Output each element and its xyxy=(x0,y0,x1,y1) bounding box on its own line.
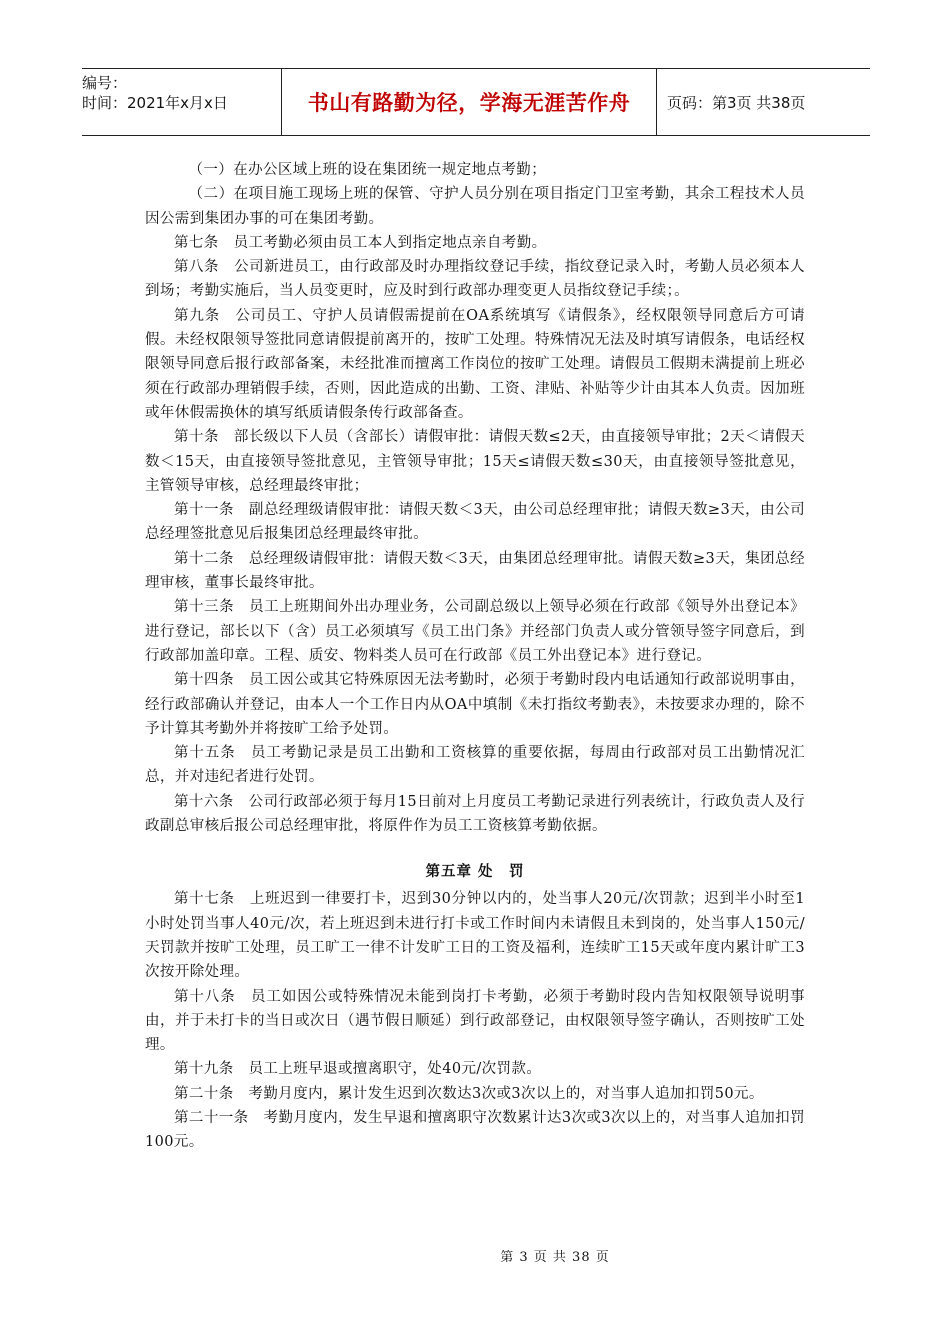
paragraph: 第七条 员工考勤必须由员工本人到指定地点亲自考勤。 xyxy=(174,234,547,251)
header-motto: 书山有路勤为径，学海无涯苦作舟 xyxy=(282,69,657,135)
paragraph: 第十九条 员工上班早退或擅离职守，处40元/次罚款。 xyxy=(174,1061,542,1078)
section-penalties xyxy=(145,887,805,1154)
paragraph: 第十六条 公司行政部必须于每月15日前对上月度员工考勤记录进行列表统计，行政负责人及行政副总审核后报公司总经理审批，将原件作为员工工资核算考勤依据。 xyxy=(145,793,805,835)
paragraph: 第十二条 总经理级请假审批：请假天数＜3天，由集团总经理审批。请假天数≥3天，集团总经理审核，董事长最终审批。 xyxy=(145,550,805,592)
paragraph: 第十四条 员工因公或其它特殊原因无法考勤时，必须于考勤时段内电话通知行政部说明事由，经行政部确认并登记，由本人一个工作日内从OA中填制《未打指纹考勤表》，未按要求办理的，除不予计算其考勤外并将按旷工给予处罚。 xyxy=(145,672,805,737)
page-header xyxy=(82,68,870,136)
paragraph: 第十三条 员工上班期间外出办理业务，公司副总级以上领导必须在行政部《领导外出登记本》进行登记，部长以下（含）员工必须填写《员工出门条》并经部门负责人或分管领导签字同意后，到行政部加盖印章。工程、质安、物料类人员可在行政部《员工外出登记本》进行登记。 xyxy=(145,599,805,664)
paragraph: （二）在项目施工现场上班的保管、守护人员分别在项目指定门卫室考勤，其余工程技术人员因公需到集团办事的可在集团考勤。 xyxy=(145,186,805,227)
paragraph: 第九条 公司员工、守护人员请假需提前在OA系统填写《请假条》，经权限领导同意后方可请假。未经权限领导签批同意请假提前离开的，按旷工处理。特殊情况无法及时填写请假条，电话经权限领导同意后报行政部备案，未经批准而擅离工作岗位的按旷工处理。请假员工假期未满提前上班必须在行政部办理销假手续，否则，因此造成的出勤、工资、津贴、补贴等少计由其本人负责。因加班或年休假需换休的填写纸质请假条传行政部备查。 xyxy=(145,307,805,421)
paragraph: 第十一条 副总经理级请假审批：请假天数＜3天，由公司总经理审批；请假天数≥3天，由公司总经理签批意见后报集团总经理最终审批。 xyxy=(145,502,805,543)
paragraph: 第二十条 考勤月度内，累计发生迟到次数达3次或3次以上的，对当事人追加扣罚50元。 xyxy=(174,1085,764,1102)
header-page-info: 页码：第3页 共38页 xyxy=(667,93,806,112)
header-meta xyxy=(82,69,282,135)
chapter-heading: 第五章 处 罚 xyxy=(425,863,525,881)
document-number-label: 编号： xyxy=(82,74,128,92)
paragraph: 第十七条 上班迟到一律要打卡，迟到30分钟以内的，处当事人20元/次罚款；迟到半小时至1小时处罚当事人40元/次，若上班迟到未进行打卡或工作时间内未请假且未到岗的，处当事人150元/天罚款并按旷工处理，员工旷工一律不计发旷工日的工资及福利，连续旷工15天或年度内累计旷工3次按开除处理。 xyxy=(145,891,805,981)
paragraph: 第十八条 员工如因公或特殊情况未能到岗打卡考勤，必须于考勤时段内告知权限领导说明事由，并于未打卡的当日或次日（遇节假日顺延）到行政部登记，由权限领导签字确认，否则按旷工处理。 xyxy=(145,988,805,1054)
document-time-label: 时间：2021年x月x日 xyxy=(82,94,228,112)
paragraph: （一）在办公区域上班的设在集团统一规定地点考勤； xyxy=(188,162,547,178)
paragraph: 第十条 部长级以下人员（含部长）请假审批：请假天数≤2天，由直接领导审批；2天＜请假天数＜15天，由直接领导签批意见，主管领导审批；15天≤请假天数≤30天，由直接领导签批意见，主管领导审核，总经理最终审批； xyxy=(145,429,805,494)
paragraph: 第八条 公司新进员工，由行政部及时办理指纹登记手续，指纹登记录入时，考勤人员必须本人到场；考勤实施后，当人员变更时，应及时到行政部办理变更人员指纹登记手续；。 xyxy=(145,259,805,300)
paragraph: 第十五条 员工考勤记录是员工出勤和工资核算的重要依据，每周由行政部对员工出勤情况汇总，并对违纪者进行处罚。 xyxy=(145,745,805,786)
section-before-chapter xyxy=(145,158,805,838)
paragraph: 第二十一条 考勤月度内，发生早退和擅离职守次数累计达3次或3次以上的，对当事人追加扣罚100元。 xyxy=(145,1109,805,1151)
document-body xyxy=(145,158,805,1155)
page-footer: 第 3 页 共 38 页 xyxy=(500,1250,610,1265)
